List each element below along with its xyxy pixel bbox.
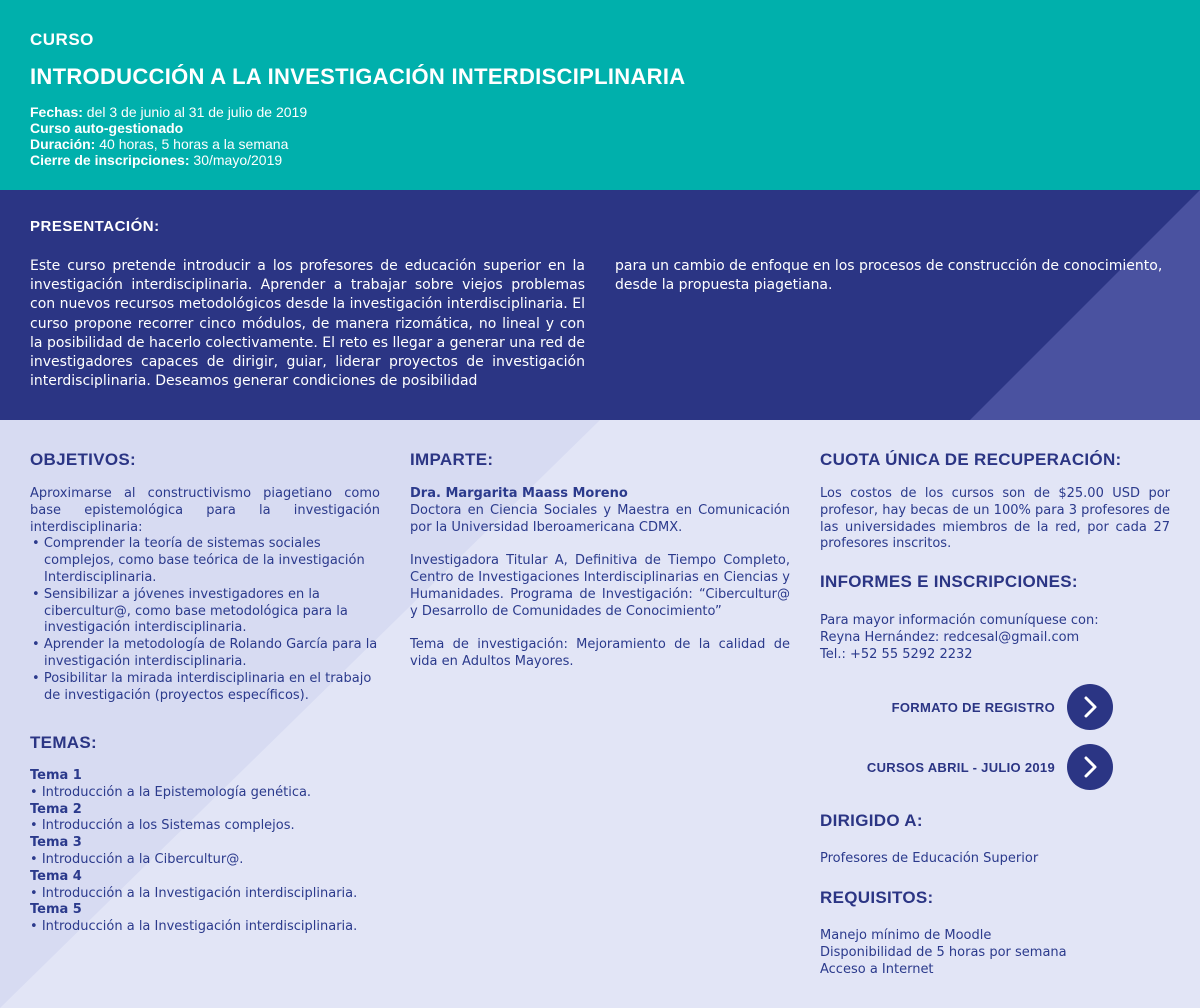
tema-label: Tema 2 bbox=[30, 801, 82, 817]
informes-body bbox=[820, 613, 1170, 663]
tema-desc: Introducción a la Epistemología genética. bbox=[41, 784, 312, 800]
chevron-right-icon[interactable] bbox=[1067, 684, 1113, 730]
cursos-link[interactable] bbox=[867, 744, 1113, 790]
course-title: INTRODUCCIÓN A LA INVESTIGACIÓN INTERDISCIPLINARIA bbox=[30, 64, 686, 89]
instructor-degree: Doctora en Ciencia Sociales y Maestra en Comunicación por la Universidad Iberoamericana CDMX. bbox=[410, 502, 790, 535]
imparte-heading: IMPARTE: bbox=[410, 450, 494, 469]
informes-heading: INFORMES E INSCRIPCIONES: bbox=[820, 572, 1078, 591]
cuota-text: Los costos de los cursos son de $25.00 USD por profesor, hay becas de un 100% para 3 profesores de las universidades miembros de la red, por cada 27 profesores inscritos. bbox=[820, 486, 1170, 552]
tema-label: Tema 3 bbox=[30, 835, 82, 851]
list-item: • Sensibilizar a jóvenes investigadores en la cibercultur@, como base metodológica para la investigación interdisciplinaria. bbox=[30, 587, 380, 637]
tema-label: Tema 1 bbox=[30, 768, 82, 783]
cierre-value: 30/mayo/2019 bbox=[189, 152, 283, 168]
informes-line: Para mayor información comuníquese con: bbox=[820, 613, 1099, 628]
tema-desc: Introducción a la Investigación interdisciplinaria. bbox=[41, 919, 358, 935]
objetivos-list bbox=[30, 536, 380, 704]
duracion-label: Duración: bbox=[30, 136, 96, 152]
instructor-research: Tema de investigación: Mejoramiento de la calidad de vida en Adultos Mayores. bbox=[410, 637, 790, 669]
course-kicker: CURSO bbox=[30, 30, 94, 49]
cierre-label: Cierre de inscripciones: bbox=[30, 152, 190, 168]
list-item: Manejo mínimo de Moodle bbox=[820, 928, 992, 943]
list-item: • Posibilitar la mirada interdisciplinaria en el trabajo de investigación (proyectos específicos). bbox=[30, 671, 380, 705]
fechas-label: Fechas: bbox=[30, 104, 83, 120]
list-item: Acceso a Internet bbox=[820, 961, 934, 977]
instructor-position: Investigadora Titular A, Definitiva de Tiempo Completo, Centro de Investigaciones Interdisciplinarias en Ciencias y Humanidades. Programa de Investigación: “Cibercultur@ y Desarrollo de Comunidades de Conocimiento” bbox=[410, 553, 790, 619]
objetivos-heading: OBJETIVOS: bbox=[30, 450, 136, 469]
course-facts bbox=[30, 104, 307, 168]
cuota-heading: CUOTA ÚNICA DE RECUPERACIÓN: bbox=[820, 450, 1122, 469]
presentation-heading: PRESENTACIÓN: bbox=[30, 218, 160, 235]
decorative-triangle bbox=[970, 190, 1200, 420]
tema-desc: Introducción a la Investigación interdisciplinaria. bbox=[41, 885, 358, 901]
objetivos-body bbox=[30, 486, 380, 704]
dirigido-text: Profesores de Educación Superior bbox=[820, 851, 1039, 866]
presentation-text-col2: para un cambio de enfoque en los procesos de construcción de conocimiento, desde la propuesta piagetiana. bbox=[615, 258, 1163, 294]
modalidad: Curso auto-gestionado bbox=[30, 120, 184, 136]
registro-label[interactable]: FORMATO DE REGISTRO bbox=[891, 699, 1055, 715]
tema-label: Tema 4 bbox=[30, 868, 82, 884]
list-item: • Aprender la metodología de Rolando García para la investigación interdisciplinaria. bbox=[30, 637, 380, 671]
informes-contact: Reyna Hernández: redcesal@gmail.com bbox=[820, 629, 1080, 645]
requisitos-body bbox=[820, 928, 1170, 978]
course-header bbox=[0, 0, 1200, 190]
temas-heading: TEMAS: bbox=[30, 733, 97, 752]
fechas-value: del 3 de junio al 31 de julio de 2019 bbox=[82, 104, 308, 120]
instructor-name: Dra. Margarita Maass Moreno bbox=[410, 486, 628, 501]
objetivos-intro: Aproximarse al constructivismo piagetiano como base epistemológica para la investigación interdisciplinaria: bbox=[30, 486, 380, 535]
imparte-body bbox=[410, 486, 790, 671]
presentation-section bbox=[0, 190, 1200, 420]
requisitos-heading: REQUISITOS: bbox=[820, 888, 934, 907]
duracion-value: 40 horas, 5 horas a la semana bbox=[95, 136, 289, 152]
informes-phone: Tel.: +52 55 5292 2232 bbox=[820, 646, 973, 662]
tema-label: Tema 5 bbox=[30, 902, 82, 918]
tema-desc: Introducción a los Sistemas complejos. bbox=[41, 818, 295, 834]
list-item: Disponibilidad de 5 horas por semana bbox=[820, 944, 1067, 960]
tema-desc: Introducción a la Cibercultur@. bbox=[41, 851, 244, 867]
list-item: • Comprender la teoría de sistemas sociales complejos, como base teórica de la investigación Interdisciplinaria. bbox=[30, 536, 380, 586]
temas-body: Tema 1 • Introducción a la Epistemología genética. Tema 2 • Introducción a los Sistemas complejos. Tema 3 • Introducción a la Cibercultur@. Tema 4 • Introducción a la Investigación interdisciplinaria. Tema 5 • Introducción a la Investigación interdisciplinaria. bbox=[30, 768, 358, 935]
chevron-right-icon[interactable] bbox=[1067, 744, 1113, 790]
presentation-text-col1: Este curso pretende introducir a los profesores de educación superior en la investigación interdisciplinaria. Aprender a trabajar sobre viejos problemas con nuevos recursos metodológicos desde la investigación interdisciplinaria. El curso propone recorrer cinco módulos, de manera rizomática, no lineal y con la posibilidad de hacerlo colectivamente. El reto es llegar a generar una red de investigadores capaces de dirigir, guiar, liderar proyectos de investigación interdisciplinaria. Deseamos generar condiciones de posibilidad bbox=[30, 258, 585, 390]
dirigido-heading: DIRIGIDO A: bbox=[820, 811, 923, 830]
cursos-label[interactable]: CURSOS ABRIL - JULIO 2019 bbox=[866, 759, 1055, 775]
registro-link[interactable] bbox=[892, 684, 1113, 730]
